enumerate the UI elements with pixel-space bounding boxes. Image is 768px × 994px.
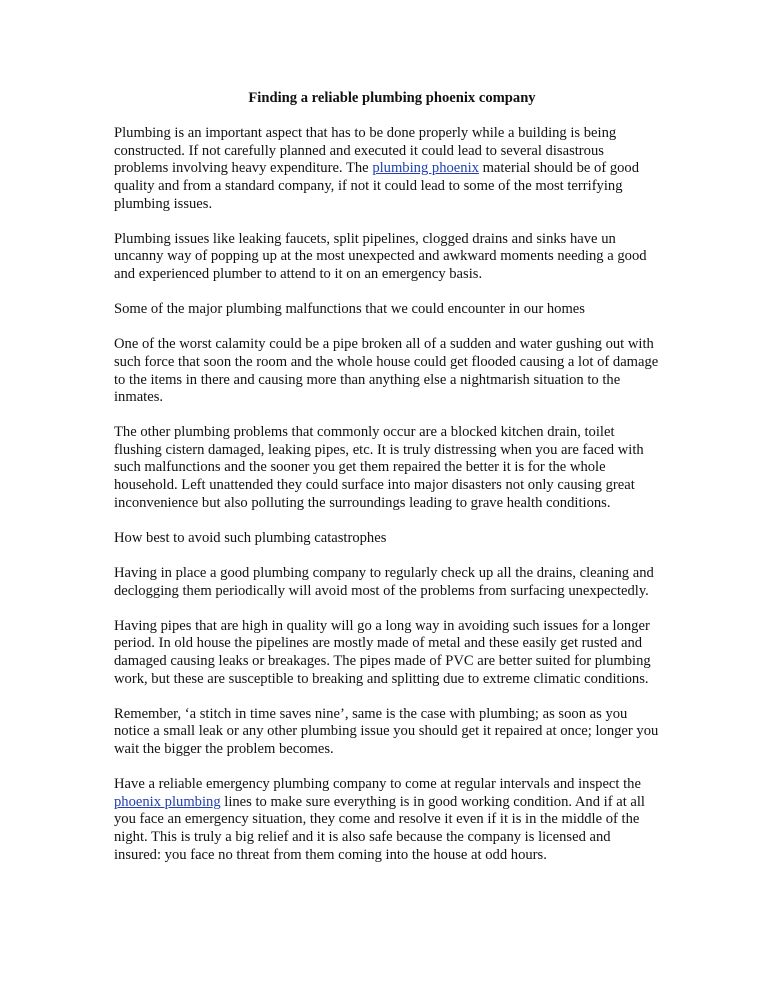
paragraph-10 bbox=[114, 776, 660, 864]
paragraph-3: Some of the major plumbing malfunctions that we could encounter in our homes bbox=[114, 301, 585, 318]
paragraph-4: One of the worst calamity could be a pipe broken all of a sudden and water gushing out with such force that soon the room and the whole house could get flooded causing a lot of damage to the items in there and causing more than anything else a nightmarish situation to the inmates. bbox=[114, 336, 659, 406]
paragraph-1-text-a: Plumbing is an important aspect that has to be done properly while a building is being constructed. If not carefully planned and executed it could lead to several disastrous problems involving heavy expenditure. The bbox=[114, 125, 617, 177]
paragraph-1-text-b: material should be of good quality and from a standard company, if not it could lead to some of the most terrifying plumbing issues. bbox=[114, 160, 640, 212]
document-title: Finding a reliable plumbing phoenix company bbox=[248, 90, 536, 106]
paragraph-10-text-a: Have a reliable emergency plumbing company to come at regular intervals and inspect the bbox=[114, 776, 641, 793]
paragraph-2: Plumbing issues like leaking faucets, split pipelines, clogged drains and sinks have un uncanny way of popping up at the most unexpected and awkward moments needing a good and experienced plumber to attend to it on an emergency basis. bbox=[114, 230, 647, 282]
paragraph-7: Having in place a good plumbing company to regularly check up all the drains, cleaning and declogging them periodically will avoid most of the problems from surfacing unexpectedly. bbox=[114, 565, 654, 599]
paragraph-10-text-b: lines to make sure everything is in good working condition. And if at all you face an emergency situation, they come and resolve it even if it is in the middle of the night. This is truly a big relief and it is also safe because the company is licensed and insured: you face no threat from them coming into the house at odd hours. bbox=[114, 793, 645, 863]
paragraph-5: The other plumbing problems that commonly occur are a blocked kitchen drain, toilet flushing cistern damaged, leaking pipes, etc. It is truly distressing when you are faced with such malfunctions and the sooner you get them repaired the better it is for the whole household. Left unattended they could surface into major disasters not only causing great inconvenience but also polluting the surroundings leading to grave health conditions. bbox=[114, 424, 644, 511]
paragraph-9: Remember, ‘a stitch in time saves nine’, same is the case with plumbing; as soon as you notice a small leak or any other plumbing issue you should get it repaired at once; longer you wait the bigger the problem becomes. bbox=[114, 705, 659, 757]
paragraph-8: Having pipes that are high in quality will go a long way in avoiding such issues for a longer period. In old house the pipelines are mostly made of metal and these easily get rusted and damaged causing leaks or breakages. The pipes made of PVC are better suited for plumbing work, but these are susceptible to breaking and splitting due to extreme climatic conditions. bbox=[114, 617, 651, 687]
paragraph-6: How best to avoid such plumbing catastrophes bbox=[114, 529, 387, 546]
paragraph-1 bbox=[114, 125, 660, 213]
plumbing-phoenix-link[interactable]: plumbing phoenix bbox=[372, 160, 479, 177]
document-page bbox=[114, 90, 660, 882]
phoenix-plumbing-link[interactable]: phoenix plumbing bbox=[114, 793, 221, 810]
